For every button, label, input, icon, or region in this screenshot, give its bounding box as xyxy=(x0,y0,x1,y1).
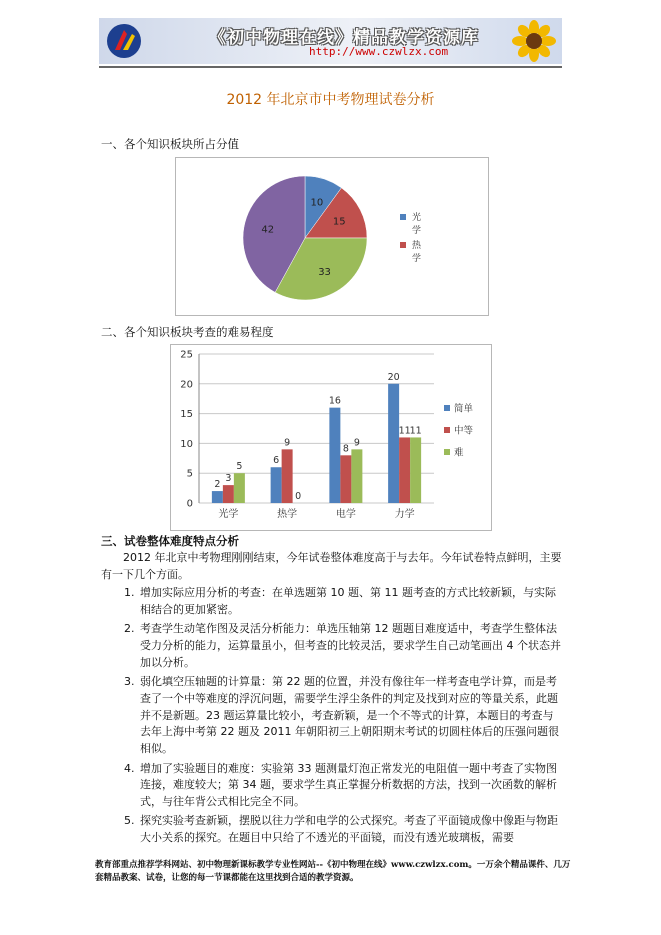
bar-data-label: 8 xyxy=(342,443,349,455)
bar-简单 xyxy=(388,384,399,503)
list-item-text: 增加实际应用分析的考查：在单选题第 10 题、第 11 题考查的方式比较新颖，与实际相结合的更加紧密。 xyxy=(140,586,556,616)
list-item xyxy=(116,761,562,811)
bar-data-label: 11 xyxy=(409,425,422,437)
legend-label: 难 xyxy=(454,447,464,459)
bar-难 xyxy=(351,449,362,503)
legend-label: 学 xyxy=(412,226,422,236)
banner-url[interactable]: http://www.czwlzx.com xyxy=(309,45,449,58)
pie-chart xyxy=(175,157,489,316)
x-tick-label: 热学 xyxy=(277,509,298,520)
bar-data-label: 0 xyxy=(295,491,302,502)
bar-中等 xyxy=(223,485,234,503)
list-item-number: 5. xyxy=(124,814,135,828)
footer-note: 教育部重点推荐学科网站、初中物理新课标教学专业性网站--《初中物理在线》www.czwlzx.com。一万余个精品课件、几万套精品教案、试卷，让您的每一节课都能在这里找到合适的教学资源。 xyxy=(95,860,571,883)
list-item-number: 2. xyxy=(124,622,135,636)
pie-slice-label: 33 xyxy=(318,267,331,279)
bar-难 xyxy=(234,473,245,503)
bar-chart-svg xyxy=(171,345,491,530)
legend-swatch xyxy=(400,242,406,248)
list-item-text: 增加了实验题目的难度：实验第 33 题测量灯泡正常发光的电阻值一题中考查了实物图连接，难度较大；第 34 题，要求学生真正掌握分析数据的方法，找到一次函数的解析式，与往年背公式相比完全不同。 xyxy=(140,761,557,808)
bar-data-label: 3 xyxy=(225,473,232,485)
list-item-text: 考查学生动笔作图及灵活分析能力：单选压轴第 12 题题目难度适中，考查学生整体法受力分析的能力，运算量虽小，但考查的比较灵活，要求学生自己动笔画出 4 个状态并加以分析。 xyxy=(140,622,561,669)
pie-slice-label: 42 xyxy=(261,224,275,236)
bar-简单 xyxy=(212,491,223,503)
bar-data-label: 5 xyxy=(236,461,243,473)
bar-data-label: 9 xyxy=(353,437,360,449)
bar-data-label: 11 xyxy=(398,425,411,437)
banner-title: 《初中物理在线》精品教学资源库 xyxy=(209,28,479,48)
site-logo-icon xyxy=(105,22,143,60)
legend-swatch xyxy=(444,405,450,411)
list-item xyxy=(116,674,562,757)
bar-data-label: 16 xyxy=(328,395,341,407)
bar-data-label: 20 xyxy=(387,371,400,383)
list-item-text: 探究实验考查新颖，摆脱以往力学和电学的公式探究。考查了平面镜成像中像距与物距大小关系的探究。在题目中只给了不透光的平面镜，而没有透光玻璃板，需要 xyxy=(140,814,558,845)
section-heading-2: 二、各个知识板块考查的难易程度 xyxy=(101,325,274,339)
pie-slice-label: 15 xyxy=(332,216,346,228)
list-item xyxy=(116,813,562,846)
bar-data-label: 9 xyxy=(284,437,291,449)
y-tick-label: 15 xyxy=(180,409,193,421)
bar-简单 xyxy=(271,467,282,503)
intro-paragraph: 2012 年北京中考物理刚刚结束，今年试卷整体难度高于与去年。今年试卷特点鲜明，主要有一下几个方面。 xyxy=(101,551,562,582)
pie-chart-svg xyxy=(176,158,488,315)
y-tick-label: 0 xyxy=(186,498,193,510)
sunflower-icon xyxy=(510,20,558,62)
y-tick-label: 5 xyxy=(186,468,193,480)
x-tick-label: 光学 xyxy=(218,509,239,520)
header-divider xyxy=(99,66,562,68)
legend-label: 光 xyxy=(412,213,422,223)
bar-data-label: 2 xyxy=(214,479,221,491)
pie-slice-label: 10 xyxy=(310,197,324,209)
legend-swatch xyxy=(400,214,406,220)
legend-swatch xyxy=(444,449,450,455)
list-item-number: 4. xyxy=(124,761,135,775)
x-tick-label: 电学 xyxy=(335,509,356,520)
legend-swatch xyxy=(444,427,450,433)
legend-label: 学 xyxy=(412,254,422,264)
list-item xyxy=(116,585,562,618)
bar-简单 xyxy=(329,408,340,503)
x-tick-label: 力学 xyxy=(394,509,415,520)
page-title: 2012 年北京市中考物理试卷分析 xyxy=(226,92,435,108)
y-tick-label: 10 xyxy=(180,438,193,450)
y-tick-label: 25 xyxy=(180,349,193,361)
header-banner xyxy=(99,18,562,64)
y-tick-label: 20 xyxy=(180,379,193,391)
list-item xyxy=(116,621,562,671)
legend-label: 简单 xyxy=(454,403,474,415)
analysis-list xyxy=(116,585,562,850)
section-heading-3: 三、试卷整体难度特点分析 xyxy=(101,534,239,548)
bar-难 xyxy=(410,437,421,503)
bar-data-label: 6 xyxy=(273,455,280,467)
bar-中等 xyxy=(399,437,410,503)
list-item-text: 弱化填空压轴题的计算量：第 22 题的位置，并没有像往年一样考查电学计算，而是考查了一个中等难度的浮沉问题，需要学生浮尘条件的判定及找到对应的等量关系，此题并不是新题。23 题运算量比较小，考查新颖，是一个不等式的计算，本题目的考查与去年上海中考第 22 题及 2011 年朝阳初三上朝阳期末考试的切圆柱体后的压强问题很相似。 xyxy=(140,675,559,755)
bar-chart xyxy=(170,344,492,531)
bar-中等 xyxy=(282,449,293,503)
legend-label: 中等 xyxy=(454,425,474,437)
legend-label: 热 xyxy=(412,241,422,251)
bar-中等 xyxy=(340,455,351,503)
list-item-number: 3. xyxy=(124,675,135,689)
list-item-number: 1. xyxy=(124,586,135,599)
section-heading-1: 一、各个知识板块所占分值 xyxy=(101,137,239,151)
